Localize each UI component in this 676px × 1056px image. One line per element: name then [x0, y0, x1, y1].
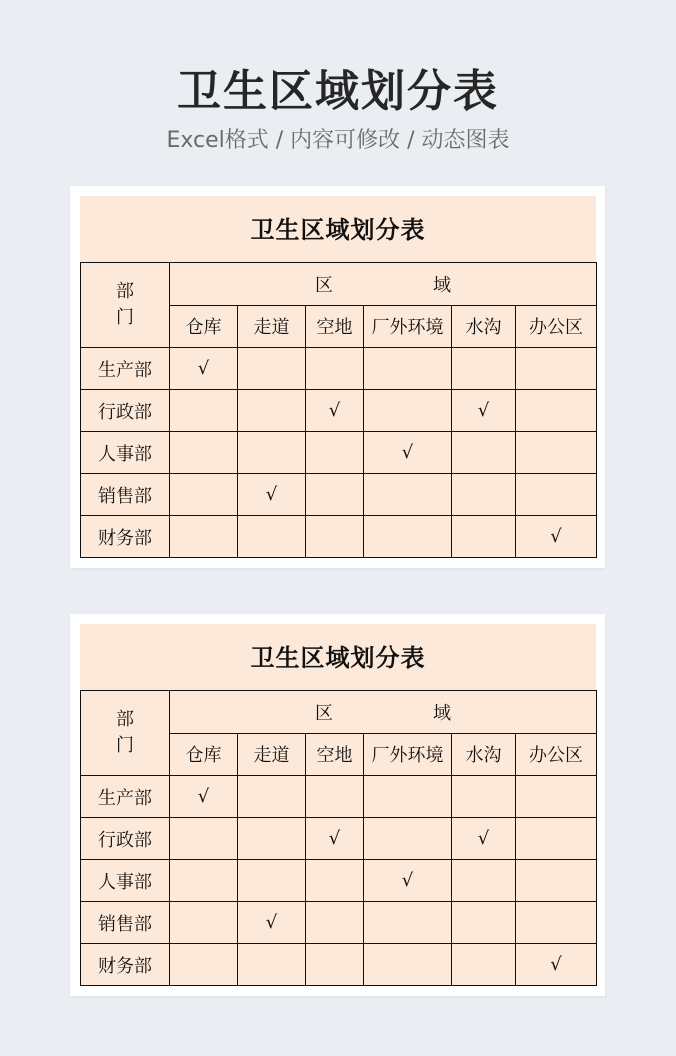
- mark-cell: [306, 516, 364, 558]
- region-header-label: 区: [315, 702, 334, 724]
- mark-cell: [306, 348, 364, 390]
- mark-cell: [452, 348, 516, 390]
- dept-header-cell: [81, 263, 170, 348]
- table-row: [81, 516, 597, 558]
- sheet-preview-1: [70, 186, 605, 568]
- mark-cell: [238, 818, 306, 860]
- mark-cell: √: [452, 390, 516, 432]
- mark-cell: [452, 860, 516, 902]
- mark-cell: [364, 516, 452, 558]
- mark-cell: [364, 944, 452, 986]
- mark-cell: [238, 776, 306, 818]
- mark-cell: [238, 860, 306, 902]
- mark-cell: [170, 516, 238, 558]
- area-header-cell: 走道: [238, 305, 306, 348]
- mark-cell: [306, 944, 364, 986]
- mark-cell: √: [364, 860, 452, 902]
- mark-cell: √: [238, 474, 306, 516]
- mark-cell: [170, 474, 238, 516]
- mark-cell: [306, 776, 364, 818]
- area-header-cell: 空地: [306, 305, 364, 348]
- table-row: [81, 818, 597, 860]
- mark-cell: [452, 902, 516, 944]
- area-header-cell: 仓库: [170, 733, 238, 776]
- mark-cell: [170, 860, 238, 902]
- area-header-cell: 水沟: [452, 733, 516, 776]
- mark-cell: √: [238, 902, 306, 944]
- mark-cell: [170, 390, 238, 432]
- mark-cell: √: [364, 432, 452, 474]
- page-subtitle: Excel格式 / 内容可修改 / 动态图表: [166, 128, 510, 153]
- table-row: [81, 390, 597, 432]
- mark-cell: [238, 390, 306, 432]
- dept-header-label: 门: [116, 307, 134, 328]
- mark-cell: [306, 474, 364, 516]
- mark-cell: [452, 474, 516, 516]
- area-header-cell: 走道: [238, 733, 306, 776]
- mark-cell: [516, 432, 597, 474]
- table-row: [81, 474, 597, 516]
- table-row: [81, 432, 597, 474]
- region-header-label: 区: [315, 274, 334, 296]
- dept-cell: 财务部: [81, 944, 170, 986]
- area-header-cell: 厂外环境: [364, 733, 452, 776]
- region-header-label: 域: [433, 274, 452, 296]
- mark-cell: [306, 902, 364, 944]
- sheet: [80, 624, 596, 986]
- region-header-label: 域: [433, 702, 452, 724]
- page-title: 卫生区域划分表: [177, 66, 499, 117]
- mark-cell: [170, 902, 238, 944]
- mark-cell: [516, 818, 597, 860]
- mark-cell: √: [170, 348, 238, 390]
- area-header-cell: 办公区: [516, 305, 597, 348]
- mark-cell: [238, 516, 306, 558]
- sheet-preview-2: [70, 614, 605, 996]
- mark-cell: [364, 348, 452, 390]
- mark-cell: [238, 432, 306, 474]
- table-row: [81, 776, 597, 818]
- sheet: [80, 196, 596, 558]
- mark-cell: [364, 390, 452, 432]
- mark-cell: [452, 944, 516, 986]
- page-header: [0, 62, 676, 156]
- dept-cell: 销售部: [81, 474, 170, 516]
- table-row: [81, 902, 597, 944]
- mark-cell: √: [452, 818, 516, 860]
- mark-cell: [238, 944, 306, 986]
- dept-cell: 生产部: [81, 348, 170, 390]
- mark-cell: [238, 348, 306, 390]
- mark-cell: [364, 776, 452, 818]
- dept-header-cell: [81, 691, 170, 776]
- assignment-table: [80, 262, 597, 558]
- table-row: [81, 860, 597, 902]
- dept-header-label: 门: [116, 735, 134, 756]
- area-header-cell: 水沟: [452, 305, 516, 348]
- mark-cell: [306, 860, 364, 902]
- mark-cell: [452, 516, 516, 558]
- mark-cell: [170, 432, 238, 474]
- dept-header-label: 部: [116, 709, 134, 730]
- mark-cell: [364, 818, 452, 860]
- table-row: [81, 944, 597, 986]
- dept-cell: 生产部: [81, 776, 170, 818]
- table-row: [81, 348, 597, 390]
- assignment-table: [80, 690, 597, 986]
- mark-cell: [170, 818, 238, 860]
- mark-cell: √: [306, 390, 364, 432]
- dept-header-label: 部: [116, 281, 134, 302]
- dept-cell: 行政部: [81, 818, 170, 860]
- region-header-cell: [170, 691, 597, 734]
- dept-cell: 财务部: [81, 516, 170, 558]
- mark-cell: [516, 390, 597, 432]
- dept-cell: 销售部: [81, 902, 170, 944]
- mark-cell: [516, 474, 597, 516]
- dept-cell: 人事部: [81, 860, 170, 902]
- area-header-cell: 厂外环境: [364, 305, 452, 348]
- dept-cell: 行政部: [81, 390, 170, 432]
- sheet-title: 卫生区域划分表: [80, 196, 596, 262]
- region-header-cell: [170, 263, 597, 306]
- mark-cell: √: [516, 944, 597, 986]
- mark-cell: [364, 474, 452, 516]
- mark-cell: [170, 944, 238, 986]
- mark-cell: [516, 860, 597, 902]
- dept-cell: 人事部: [81, 432, 170, 474]
- mark-cell: [516, 776, 597, 818]
- area-header-cell: 办公区: [516, 733, 597, 776]
- mark-cell: √: [170, 776, 238, 818]
- mark-cell: √: [516, 516, 597, 558]
- mark-cell: [516, 348, 597, 390]
- area-header-cell: 空地: [306, 733, 364, 776]
- area-header-cell: 仓库: [170, 305, 238, 348]
- mark-cell: [452, 776, 516, 818]
- mark-cell: [306, 432, 364, 474]
- mark-cell: √: [306, 818, 364, 860]
- mark-cell: [516, 902, 597, 944]
- sheet-title: 卫生区域划分表: [80, 624, 596, 690]
- mark-cell: [364, 902, 452, 944]
- mark-cell: [452, 432, 516, 474]
